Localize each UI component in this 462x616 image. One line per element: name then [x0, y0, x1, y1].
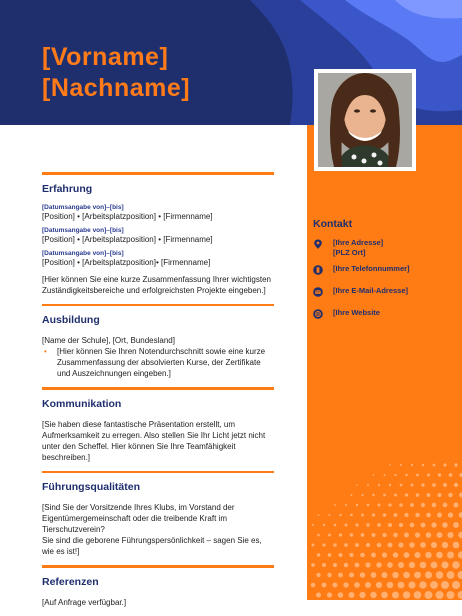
decor-dot	[349, 553, 353, 557]
decor-dot	[448, 512, 453, 517]
decor-dot	[372, 494, 374, 496]
decor-dot	[415, 513, 419, 517]
decor-dot	[317, 553, 320, 556]
decor-dot	[404, 552, 410, 558]
decor-dot	[425, 552, 431, 558]
decor-dot	[436, 552, 443, 559]
decor-dot	[431, 562, 438, 569]
decor-dot	[409, 542, 414, 547]
decor-dot	[442, 542, 448, 548]
decor-dot	[322, 563, 326, 567]
first-name: [Vorname]	[42, 42, 190, 73]
decor-dot	[420, 542, 426, 548]
decor-dot	[398, 562, 404, 568]
decor-dot	[334, 504, 336, 506]
decor-dot	[328, 514, 330, 516]
decor-dot	[322, 583, 327, 588]
website-url[interactable]: [Ihre Website	[333, 308, 380, 318]
decor-dot	[427, 493, 431, 497]
decor-dot	[382, 552, 387, 557]
job-date: [Datumsangabe von]–[bis]	[42, 227, 274, 235]
decor-dot	[433, 464, 436, 467]
decor-dot	[425, 591, 433, 599]
decor-dot	[367, 504, 370, 507]
decor-dot	[382, 572, 388, 578]
decor-dot	[442, 522, 448, 528]
decor-dot	[382, 533, 386, 537]
communication-text: [Sie haben diese fantastische Präsentation erstellt, um Aufmerksamkeit zu erregen. Also stellen Sie Ihr Licht jetzt nicht unter den Scheffel. Hier können Sie Ihre Teamfähigkeit beschreiben.]	[42, 419, 274, 463]
decor-dot	[447, 571, 455, 579]
decor-dot	[416, 493, 420, 497]
decor-dot	[438, 473, 441, 476]
section-divider	[42, 172, 274, 175]
communication-title: Kommunikation	[42, 398, 274, 410]
references-section	[42, 565, 274, 608]
decor-dot	[333, 563, 337, 567]
decor-dot	[400, 484, 403, 487]
decor-dot	[394, 474, 396, 476]
decor-dot	[383, 494, 386, 497]
decor-dot	[388, 523, 392, 527]
decor-dot	[441, 561, 448, 568]
decor-dot	[377, 523, 381, 527]
decor-dot	[437, 532, 443, 538]
decor-dot	[436, 591, 444, 599]
leadership-title: Führungsqualitäten	[42, 481, 274, 493]
decor-dot	[458, 571, 462, 579]
decor-dot	[383, 513, 387, 517]
decor-dot	[387, 562, 393, 568]
decor-dot	[316, 592, 321, 597]
decor-dot	[394, 493, 397, 496]
experience-title: Erfahrung	[42, 183, 274, 195]
job-date: [Datumsangabe von]–[bis]	[42, 250, 274, 258]
decor-dot	[431, 542, 437, 548]
decor-dot	[414, 591, 422, 599]
decor-dot	[370, 592, 376, 598]
decor-dot	[349, 592, 355, 598]
decor-dot	[403, 572, 410, 579]
decor-dot	[318, 514, 320, 516]
section-divider	[42, 471, 274, 474]
decor-dot	[426, 513, 431, 518]
decor-dot	[389, 464, 391, 466]
decor-dot	[398, 542, 403, 547]
decor-dot	[410, 503, 414, 507]
decor-dot	[378, 484, 380, 486]
decor-dot	[332, 582, 337, 587]
email-icon	[313, 287, 323, 297]
decor-dot	[422, 464, 425, 467]
profile-photo-frame	[314, 69, 416, 171]
address-line-2: [PLZ Ort]	[333, 248, 383, 258]
communication-section	[42, 387, 274, 463]
decor-dot	[454, 463, 457, 466]
decor-dot	[388, 543, 393, 548]
decor-dot	[365, 562, 370, 567]
contact-phone	[313, 264, 410, 275]
decor-dot	[452, 581, 460, 589]
decor-dot	[443, 463, 446, 466]
decor-dot	[437, 512, 442, 517]
section-divider	[42, 304, 274, 307]
decor-dot	[389, 484, 391, 486]
decor-dot	[312, 544, 315, 547]
job-date: [Datumsangabe von]–[bis]	[42, 204, 274, 212]
decor-dot	[327, 573, 332, 578]
decor-dot	[393, 552, 398, 557]
job-position: [Position] • [Arbeitsplatzposition] • [Firmenname]	[42, 235, 274, 245]
decor-dot	[360, 572, 365, 577]
education-details: [Hier können Sie Ihren Notendurchschnitt sowie eine kurze Zusammenfassung der absolvierten Kurse, der Zertifikate und Auszeichnungen eingeben.]	[57, 346, 274, 379]
decor-dot	[334, 524, 337, 527]
decor-dot	[427, 473, 430, 476]
job-position: [Position] • [Arbeitsplatzposition] • [Firmenname]	[42, 212, 274, 222]
decor-dot	[328, 534, 331, 537]
full-name	[42, 42, 190, 104]
decor-dot	[359, 592, 365, 598]
education-title: Ausbildung	[42, 314, 274, 326]
dot-pattern-decoration	[307, 125, 462, 600]
decor-dot	[403, 591, 410, 598]
decor-dot	[404, 533, 409, 538]
phone-icon	[313, 265, 323, 275]
decor-dot	[333, 543, 336, 546]
decor-dot	[458, 532, 462, 538]
decor-dot	[323, 524, 325, 526]
decor-dot	[339, 514, 341, 516]
decor-dot	[447, 552, 454, 559]
decor-dot	[405, 493, 408, 496]
decor-dot	[420, 562, 427, 569]
contact-title: Kontakt	[313, 218, 352, 230]
decor-dot	[448, 493, 452, 497]
decor-dot	[393, 533, 398, 538]
decor-dot	[360, 553, 365, 558]
location-pin-icon	[313, 239, 323, 249]
decor-dot	[356, 484, 358, 486]
decor-dot	[449, 473, 453, 477]
decor-dot	[356, 504, 358, 506]
decor-dot	[366, 543, 370, 547]
section-divider	[42, 565, 274, 568]
decor-dot	[328, 553, 332, 557]
experience-section	[42, 172, 274, 296]
decor-dot	[447, 591, 455, 599]
decor-dot	[453, 522, 459, 528]
decor-dot	[361, 533, 365, 537]
main-column	[42, 172, 274, 616]
decor-dot	[355, 523, 358, 526]
decor-dot	[312, 524, 314, 526]
decor-dot	[377, 543, 382, 548]
decor-dot	[311, 583, 315, 587]
decor-dot	[421, 503, 425, 507]
decor-dot	[361, 494, 363, 496]
contact-website	[313, 308, 380, 319]
decor-dot	[361, 514, 364, 517]
decor-dot	[338, 573, 343, 578]
last-name: [Nachname]	[42, 73, 190, 104]
references-text: [Auf Anfrage verfügbar.]	[42, 597, 274, 608]
contact-address	[313, 238, 383, 257]
decor-dot	[409, 562, 415, 568]
decor-dot	[351, 494, 353, 496]
decor-dot	[322, 543, 325, 546]
decor-dot	[384, 474, 386, 476]
decor-dot	[399, 523, 403, 527]
decor-dot	[400, 464, 402, 466]
decor-dot	[426, 532, 432, 538]
decor-dot	[410, 523, 415, 528]
section-divider	[42, 387, 274, 390]
decor-dot	[452, 561, 459, 568]
phone-number[interactable]: [Ihre Telefonnummer]	[333, 264, 410, 274]
decor-dot	[350, 533, 353, 536]
decor-dot	[316, 573, 320, 577]
decor-dot	[392, 591, 399, 598]
decor-dot	[339, 533, 342, 536]
leadership-section	[42, 471, 274, 558]
decor-dot	[388, 503, 391, 506]
decor-dot	[411, 464, 413, 466]
email-address[interactable]: [Ihre E-Mail-Adresse]	[333, 286, 408, 296]
decor-dot	[419, 581, 426, 588]
decor-dot	[343, 582, 348, 587]
decor-dot	[447, 532, 453, 538]
decor-dot	[425, 571, 432, 578]
decor-dot	[350, 514, 353, 517]
decor-dot	[311, 563, 315, 567]
decor-dot	[381, 592, 388, 599]
decor-dot	[366, 523, 370, 527]
decor-dot	[416, 474, 419, 477]
decor-dot	[399, 503, 403, 507]
decor-dot	[371, 533, 375, 537]
decor-dot	[376, 582, 382, 588]
decor-dot	[349, 572, 354, 577]
address-line-1: [Ihre Adresse]	[333, 238, 383, 248]
leadership-text-2: Sie sind die geborene Führungspersönlichkeit – sagen Sie es, wie es ist!]	[42, 535, 274, 557]
decor-dot	[421, 523, 426, 528]
portrait-photo	[318, 73, 412, 167]
decor-dot	[443, 503, 448, 508]
decor-dot	[432, 483, 436, 487]
decor-dot	[365, 582, 371, 588]
decor-dot	[410, 483, 413, 486]
decor-dot	[453, 542, 460, 549]
references-title: Referenzen	[42, 576, 274, 588]
decor-dot	[454, 483, 458, 487]
decor-dot	[405, 474, 408, 477]
decor-dot	[338, 592, 344, 598]
leadership-text-1: [Sind Sie der Vorsitzende Ihres Klubs, im Vorstand der Eigentümergemeinschaft oder die treibende Kraft im Tierschutzverein?	[42, 502, 274, 535]
decor-dot	[414, 552, 420, 558]
globe-icon	[313, 309, 323, 319]
decor-dot	[372, 513, 375, 516]
contact-email	[313, 286, 408, 297]
decor-dot	[458, 591, 462, 599]
decor-dot	[394, 513, 398, 517]
decor-dot	[437, 493, 441, 497]
decor-dot	[345, 524, 348, 527]
decor-dot	[371, 553, 376, 558]
education-bullet	[42, 346, 274, 379]
decor-dot	[367, 484, 369, 486]
decor-dot	[327, 592, 332, 597]
decor-dot	[377, 503, 380, 506]
school-name: [Name der Schule], [Ort, Bundesland]	[42, 335, 274, 346]
decor-dot	[392, 572, 398, 578]
decor-dot	[376, 562, 381, 567]
decor-dot	[345, 504, 347, 506]
decor-dot	[344, 543, 348, 547]
decor-dot	[421, 483, 424, 486]
experience-summary: [Hier können Sie eine kurze Zusammenfassung Ihrer wichtigsten Zuständigkeitsbereiche und erfolgreichsten Projekte eingeben.]	[42, 274, 274, 296]
decor-dot	[354, 582, 360, 588]
decor-dot	[338, 553, 342, 557]
job-position: [Position] • [Arbeitsplatzposition]• [Firmenname]	[42, 258, 274, 268]
education-section	[42, 304, 274, 380]
decor-dot	[414, 572, 421, 579]
decor-dot	[404, 513, 408, 517]
decor-dot	[408, 581, 415, 588]
decor-dot	[436, 571, 443, 578]
decor-dot	[431, 522, 436, 527]
decor-dot	[373, 474, 375, 476]
decor-dot	[443, 483, 447, 487]
decor-dot	[458, 551, 462, 558]
decor-dot	[441, 581, 449, 589]
decor-dot	[355, 563, 360, 568]
decor-dot	[432, 503, 436, 507]
decor-dot	[387, 582, 394, 589]
decor-dot	[355, 543, 359, 547]
decor-dot	[430, 581, 438, 589]
decor-dot	[344, 563, 349, 568]
decor-dot	[398, 582, 405, 589]
decor-dot	[317, 534, 320, 537]
sidebar	[307, 125, 462, 600]
decor-dot	[415, 532, 420, 537]
bullet-icon: •	[42, 346, 57, 379]
decor-dot	[371, 572, 377, 578]
decor-dot	[453, 502, 458, 507]
